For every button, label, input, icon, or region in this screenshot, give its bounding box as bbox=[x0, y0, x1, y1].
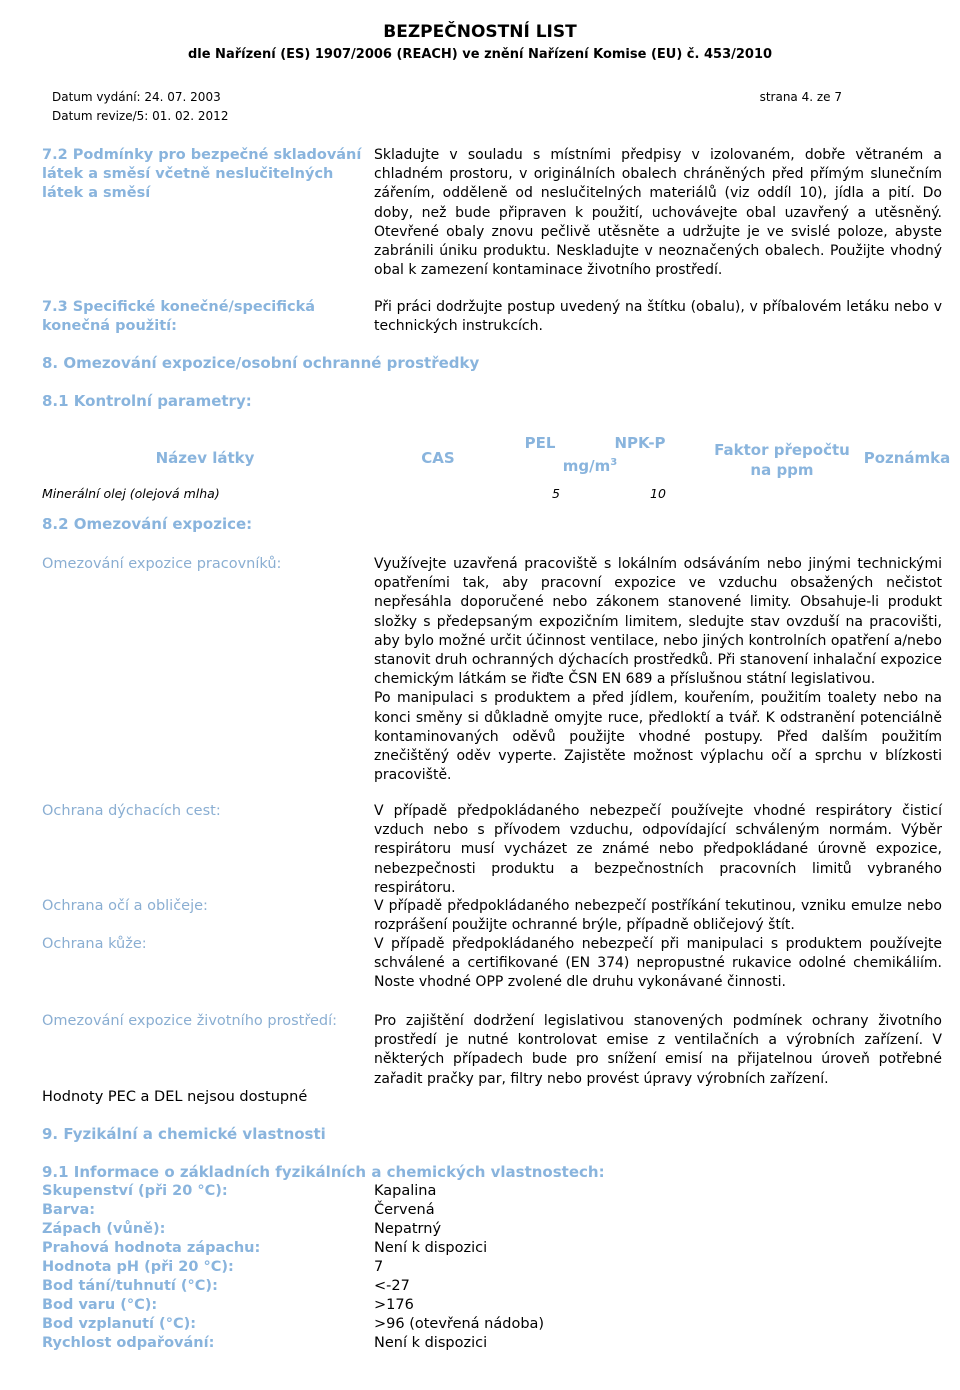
section-7-3-text: Při práci dodržujte postup uvedený na štítku (obalu), v příbalovém letáku nebo v technických instrukcích. bbox=[374, 299, 942, 335]
respiratory-label: Ochrana dýchacích cest: bbox=[42, 803, 221, 819]
eyes-label: Ochrana očí a obličeje: bbox=[42, 898, 208, 914]
property-value: 7 bbox=[374, 1259, 384, 1275]
property-value: Červená bbox=[374, 1202, 435, 1218]
col-header-unit bbox=[555, 457, 625, 475]
document-subtitle: dle Nařízení (ES) 1907/2006 (REACH) ve znění Nařízení Komise (EU) č. 453/2010 bbox=[187, 47, 773, 62]
issue-date: Datum vydání: 24. 07. 2003 bbox=[52, 90, 221, 104]
environment-label: Omezování expozice životního prostředí: bbox=[42, 1013, 338, 1029]
section-7-2-label-line: 7.2 Podmínky pro bezpečné skladování bbox=[42, 147, 362, 163]
document-title: BEZPEČNOSTNÍ LIST bbox=[383, 22, 577, 42]
cell-pel: 5 bbox=[552, 486, 560, 501]
section-8-title: 8. Omezování expozice/osobní ochranné prostředky bbox=[42, 354, 480, 372]
unit-superscript: 3 bbox=[610, 457, 618, 468]
page-number: strana 4. ze 7 bbox=[759, 90, 842, 104]
property-value: Není k dispozici bbox=[374, 1335, 488, 1351]
cell-npkp: 10 bbox=[650, 486, 666, 501]
workers-text-paragraph: Po manipulaci s produktem a před jídlem, kouřením, použitím toalety nebo na konci směny si důkladně omyjte ruce, předloktí a tvář. K odstranění potenciálně kontaminovaných oděvů použijte vhodné postupy. Před dalším použitím znečištěný oděv vyperte. Zajistěte možnost výplachu očí a sprchu v blízkosti pracoviště. bbox=[374, 690, 942, 784]
col-header-factor bbox=[712, 440, 852, 480]
section-8-1-title: 8.1 Kontrolní parametry: bbox=[42, 392, 252, 410]
property-label: Hodnota pH (při 20 °C): bbox=[42, 1259, 234, 1275]
property-value: <-27 bbox=[374, 1278, 410, 1294]
property-value: Není k dispozici bbox=[374, 1240, 488, 1256]
skin-label: Ochrana kůže: bbox=[42, 936, 147, 952]
unit-text: mg/m bbox=[562, 457, 611, 475]
property-label: Prahová hodnota zápachu: bbox=[42, 1240, 261, 1256]
section-7-3-label bbox=[42, 298, 315, 336]
section-7-2-label bbox=[42, 146, 361, 203]
col-header-factor-line: na ppm bbox=[750, 461, 814, 479]
cell-name: Minerální olej (olejová mlha) bbox=[42, 486, 220, 501]
workers-text-paragraph: Využívejte uzavřená pracoviště s lokálním odsáváním nebo jinými technickými opatřeními tak, aby pracovní expozice ve vzduchu obsažených nečistot nepřesáhla doporučené nebo zákonem stanovené limity. Obsahuje-li produkt složky s předepsaným expozičním limitem, sledujte stav ovzduší na pracovišti, aby bylo možné určit účinnost ventilace, nebo jiných kontrolních opatření a/nebo stanovit druh ochranných dýchacích prostředků. Při stanovení inhalační expozice chemickým látkám se řiďte ČSN EN 689 a příslušnou státní legislativou. bbox=[374, 556, 942, 688]
col-header-npkp: NPK-P bbox=[614, 434, 666, 452]
skin-text: V případě předpokládaného nebezpečí při manipulaci s produktem používejte schválené a certifikované (EN 374) nepropustné rukavice odolné chemikáliím. Noste vhodné OPP zvolené dle druhu vykonávané činnosti. bbox=[374, 936, 942, 991]
section-9-title: 9. Fyzikální a chemické vlastnosti bbox=[42, 1125, 326, 1143]
section-7-2-label-line: látek a směsí včetně neslučitelných bbox=[42, 166, 334, 182]
section-9-1-title: 9.1 Informace o základních fyzikálních a chemických vlastnostech: bbox=[42, 1163, 605, 1181]
property-label: Bod vzplanutí (°C): bbox=[42, 1316, 197, 1332]
workers-label: Omezování expozice pracovníků: bbox=[42, 556, 282, 572]
workers-text bbox=[374, 555, 942, 785]
property-value: >96 (otevřená nádoba) bbox=[374, 1316, 545, 1332]
section-7-2-label-line: látek a směsí bbox=[42, 185, 151, 201]
col-header-factor-line: Faktor přepočtu bbox=[714, 441, 850, 459]
col-header-note: Poznámka bbox=[863, 449, 951, 467]
section-7-3-label-line: konečná použití: bbox=[42, 318, 177, 334]
pec-del-note: Hodnoty PEC a DEL nejsou dostupné bbox=[42, 1089, 308, 1105]
col-header-pel: PEL bbox=[524, 434, 556, 452]
property-value: Nepatrný bbox=[374, 1221, 442, 1237]
property-value: Kapalina bbox=[374, 1183, 437, 1199]
revision-date: Datum revize/5: 01. 02. 2012 bbox=[52, 109, 229, 123]
property-value: >176 bbox=[374, 1297, 414, 1313]
respiratory-text: V případě předpokládaného nebezpečí používejte vhodné respirátory čisticí vzduch nebo s přívodem vzduchu, odpovídající schváleným normám. Výběr respirátoru musí vycházet ze známé nebo předpokládané úrovně expozice, nebezpečnosti produktu a bezpečnostních pracovních limitů vybraného respirátoru. bbox=[374, 803, 942, 896]
section-7-3-label-line: 7.3 Specifické konečné/specifická bbox=[42, 299, 316, 315]
section-7-2-text: Skladujte v souladu s místními předpisy v izolovaném, dobře větraném a chladném prostoru, v originálních obalech chráněných před přímým slunečním zářením, odděleně od neslučitelných materiálů (viz oddíl 10), jídla a pití. Do doby, než bude připraven k použití, uchovávejte obal uzavřený a utěsněný. Otevřené obaly znovu pečlivě utěsněte a udržujte je ve svislé poloze, abyste zabránili úniku produktu. Neskladujte v neoznačených obalech. Použijte vhodný obal k zamezení kontaminace životního prostředí. bbox=[374, 147, 942, 279]
property-label: Barva: bbox=[42, 1202, 96, 1218]
property-label: Zápach (vůně): bbox=[42, 1221, 166, 1237]
property-label: Skupenství (při 20 °C): bbox=[42, 1183, 228, 1199]
property-label: Bod varu (°C): bbox=[42, 1297, 158, 1313]
col-header-cas: CAS bbox=[421, 449, 455, 467]
eyes-text: V případě předpokládaného nebezpečí postříkání tekutinou, vzniku emulze nebo rozprášení použijte ochranné brýle, případně obličejový štít. bbox=[374, 898, 942, 934]
col-header-name: Název látky bbox=[155, 449, 255, 467]
section-8-2-title: 8.2 Omezování expozice: bbox=[42, 515, 253, 533]
environment-text: Pro zajištění dodržení legislativou stanovených podmínek ochrany životního prostředí je nutné kontrolovat emise z ventilačních a výrobních zařízení. V některých případech bude pro snížení emisí na přijatelnou úroveň potřebné zařadit pračky par, filtry nebo provést úpravy výrobních zařízení. bbox=[374, 1013, 942, 1087]
property-label: Bod tání/tuhnutí (°C): bbox=[42, 1278, 218, 1294]
property-label: Rychlost odpařování: bbox=[42, 1335, 215, 1351]
